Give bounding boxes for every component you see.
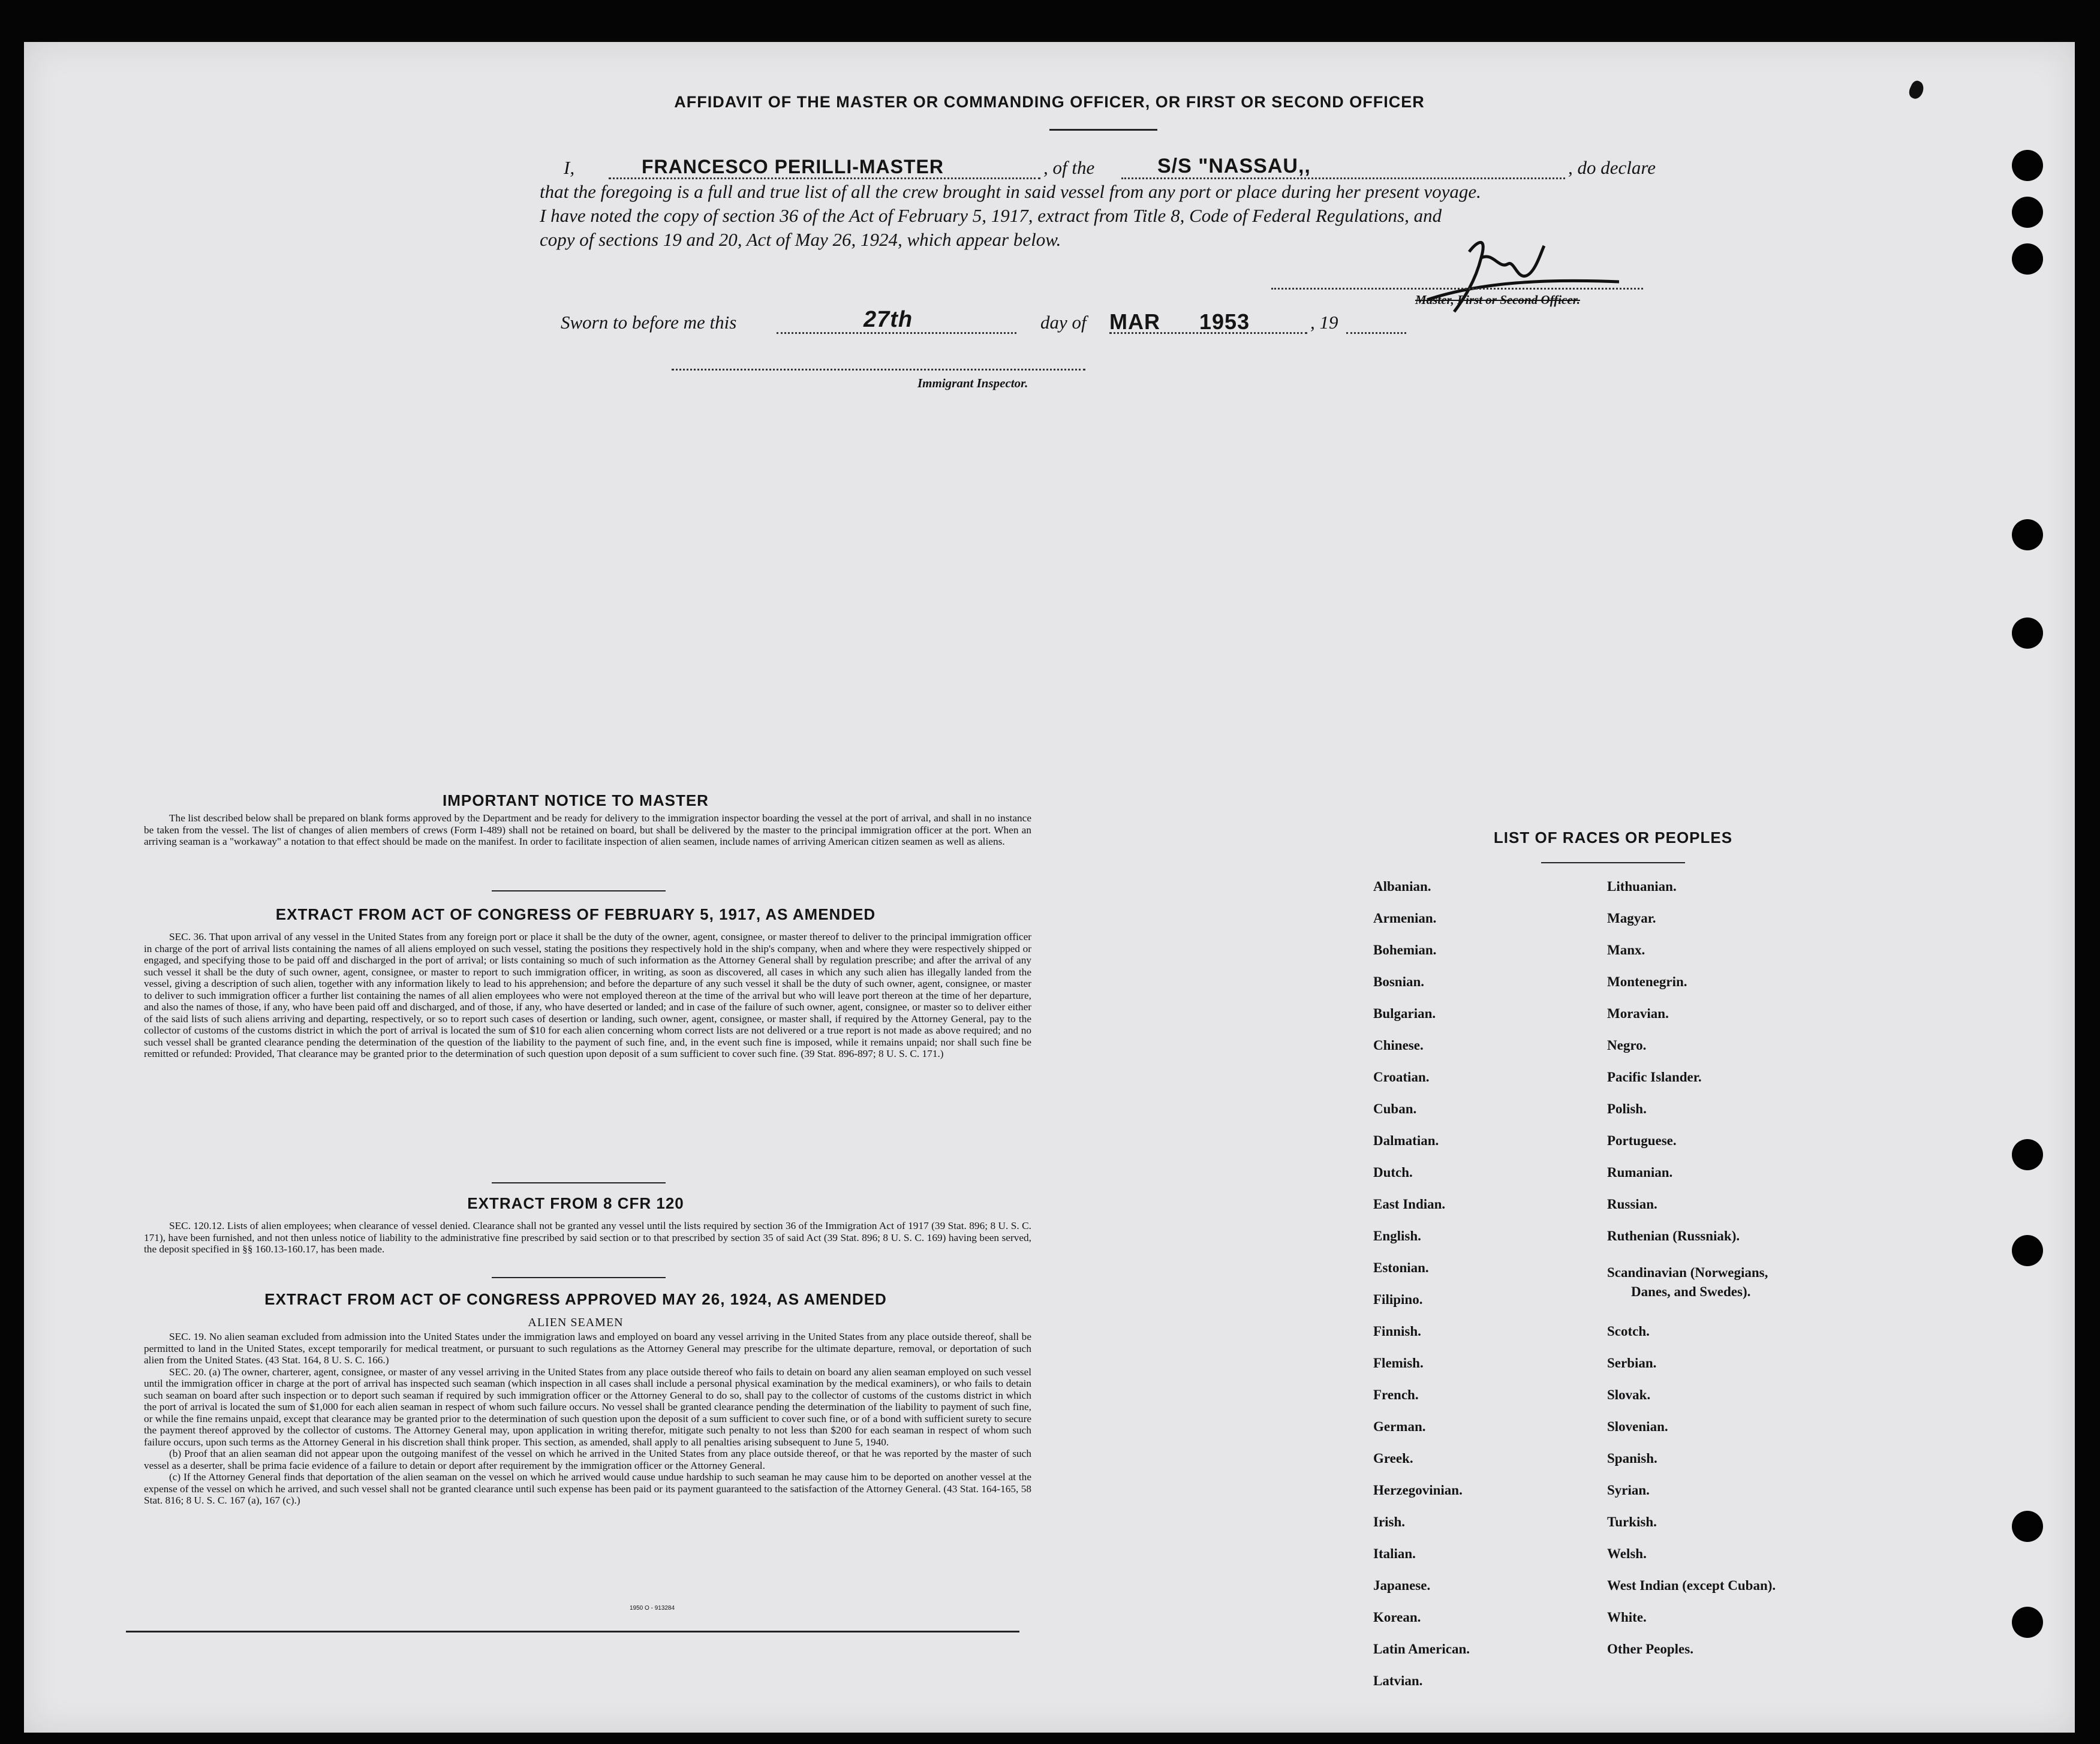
race-right-11: Russian. [1607, 1197, 1657, 1212]
race-left-14: Filipino. [1373, 1292, 1423, 1307]
race-right-23: White. [1607, 1610, 1647, 1625]
title-underline [1049, 129, 1157, 131]
section-20a-text: SEC. 20. (a) The owner, charterer, agent, consignee, or master of any vessel arriving in the United States from any place outside thereof who fails to detain on board any alien seaman employed on such vessel until the immigration officer in charge at the port of arrival has inspected such seaman (which inspection in all cases shall include a personal physical examination by the medical examiners), or who fails to detain such seaman on board after such inspection or to deport such seaman if required by such immigration officer or the Attorney General to do so, shall pay to the collector of customs of the customs district in which the port of arrival is located the sum of $1,000 for each alien seaman in respect of whom such failure occurs. No vessel shall be granted clearance pending the determination of the liability to payment of such fine, or while the fine remains unpaid, except that clearance may be granted prior to the determination of such question upon the deposit of a sum sufficient to cover such fine, or of a bond with sufficient surety to secure the payment thereof approved by the collector of customs. The Attorney General may, upon application in writing therefor, mitigate such penalty to not less than $200 for each seaman in respect of whom such failure occurs, upon such terms as the Attorney General in his discretion shall think proper. This section, as amended, shall apply to all penalties arising subsequent to June 5, 1940. [144, 1366, 1031, 1448]
race-left-22: Italian. [1373, 1546, 1416, 1561]
affidavit-line-3: I have noted the copy of section 36 of the Act of February 5, 1917, extract from Title 8, Code of Federal Regulations, and [540, 205, 1442, 226]
of-the-label: , of the [1043, 157, 1095, 178]
vessel-name-value: S/S "NASSAU,, [1157, 155, 1311, 177]
race-right-17: Slovenian. [1607, 1419, 1668, 1434]
extract-1917-heading: EXTRACT FROM ACT OF CONGRESS OF FEBRUARY 5, 1917, AS AMENDED [275, 905, 876, 923]
race-right-9: Portuguese. [1607, 1133, 1677, 1148]
race-right-13b: Danes, and Swedes). [1631, 1284, 1751, 1299]
race-left-18: German. [1373, 1419, 1426, 1434]
race-left-12: English. [1373, 1228, 1421, 1243]
race-left-19: Greek. [1373, 1451, 1413, 1466]
year-value: 1953 [1199, 309, 1250, 334]
race-left-5: Bulgarian. [1373, 1006, 1436, 1021]
section-36-text: SEC. 36. That upon arrival of any vessel in the United States from any foreign port or place it shall be the duty of the owner, agent, consignee, or master thereof to deliver to the principal immigration officer in charge of the port of arrival lists containing the names of all aliens employed on such vessel, stating the positions they respectively hold in the ship's company, when and where they were respectively shipped or engaged, and specifying those to be paid off and discharged in the port of arrival; or lists containing so much of such information as the Attorney General shall by regulation prescribe; and after the arrival of any such vessel it shall be the duty of such owner, agent, consignee, or master to report to such immigration officer, in writing, as soon as discovered, all cases in which any such alien has illegally landed from the vessel, giving a description of such alien, together with any information likely to lead to his apprehension; and before the departure of any such vessel it shall be the duty of such owner, agent, consignee, or master to deliver to such immigration officer a further list containing the names of all alien employees who were not employed thereon at the time of the arrival but who will leave port thereon at the time of her departure, and also the names of those, if any, who have been paid off and discharged, and of those, if any, who have deserted or landed; and in case of the failure of such owner, agent, consignee, or master so to deliver either of the said lists of such aliens arriving and departing, respectively, or so to report such cases of desertion or landing, such owner, agent, consignee, or master shall, if required by the Attorney General, pay to the collector of customs of the customs district in which the port of arrival is located the sum of $10 for each alien concerning whom correct lists are not delivered or a true report is not made as above required; and no such vessel shall be granted clearance pending the determination of the question of the liability to the payment of such fine, and, in the event such fine is imposed, while it remains unpaid; nor shall such fine be remitted or refunded: Provided, That clearance may be granted prior to the determination of such question upon deposit of a sum sufficient to cover such fine. (39 Stat. 896-897; 8 U. S. C. 171.) [144, 931, 1031, 1059]
race-left-10: Dutch. [1373, 1165, 1413, 1180]
race-left-8: Cuban. [1373, 1101, 1417, 1116]
signature-line [1271, 288, 1643, 290]
punch-hole-icon [2012, 1139, 2043, 1170]
section-120-12-text: SEC. 120.12. Lists of alien employees; when clearance of vessel denied. Clearance shall not be granted any vessel until the lists required by section 36 of the Immigration Act of 1917 (39 Stat. 896; 8 U. S. C. 171), have been furnished, and not then unless notice of liability to the administrative fine prescribed by said section or to that prescribed by section 35 of said Act (39 Stat. 896; 8 U. S. C. 169) having been served, the deposit specified in §§ 160.13-160.17, has been made. [144, 1220, 1031, 1255]
race-right-20: Turkish. [1607, 1514, 1657, 1529]
notice-text-block [144, 812, 1031, 848]
race-right-24: Other Peoples. [1607, 1641, 1693, 1656]
punch-hole-icon [2012, 1607, 2043, 1638]
race-left-20: Herzegovinian. [1373, 1483, 1463, 1498]
inspector-signature-line [672, 369, 1085, 371]
divider-3 [492, 1277, 666, 1278]
race-left-21: Irish. [1373, 1514, 1406, 1529]
document-page [24, 42, 2075, 1733]
race-left-11: East Indian. [1373, 1197, 1446, 1212]
do-declare-label: , do declare [1568, 157, 1656, 178]
race-right-7: Pacific Islander. [1607, 1070, 1702, 1085]
race-right-4: Montenegrin. [1607, 974, 1687, 989]
affidavit-title: AFFIDAVIT OF THE MASTER OR COMMANDING OFFICER, OR FIRST OR SECOND OFFICER [674, 93, 1425, 111]
race-right-3: Manx. [1607, 942, 1645, 957]
punch-hole-icon [2012, 243, 2043, 275]
race-left-25: Latin American. [1373, 1641, 1470, 1656]
race-right-6: Negro. [1607, 1038, 1647, 1053]
race-left-1: Albanian. [1373, 879, 1431, 894]
extract-1917-block [144, 931, 1031, 1060]
race-left-7: Croatian. [1373, 1070, 1430, 1085]
race-left-24: Korean. [1373, 1610, 1421, 1625]
sworn-label: Sworn to before me this [561, 312, 737, 333]
punch-hole-icon [2012, 1511, 2043, 1542]
race-right-16: Slovak. [1607, 1387, 1651, 1402]
day-of-label: day of [1040, 312, 1087, 333]
race-left-9: Dalmatian. [1373, 1133, 1439, 1148]
race-left-3: Bohemian. [1373, 942, 1437, 957]
race-left-16: Flemish. [1373, 1356, 1424, 1370]
race-right-21: Welsh. [1607, 1546, 1647, 1561]
inspector-caption: Immigrant Inspector. [917, 376, 1028, 390]
race-left-13: Estonian. [1373, 1260, 1429, 1275]
punch-hole-icon [2012, 519, 2043, 550]
notice-heading: IMPORTANT NOTICE TO MASTER [443, 791, 709, 809]
race-right-2: Magyar. [1607, 911, 1656, 926]
race-right-12: Ruthenian (Russniak). [1607, 1228, 1740, 1243]
race-right-14: Scotch. [1607, 1324, 1650, 1339]
extract-cfr-block [144, 1220, 1031, 1255]
nineteen-label: , 19 [1310, 312, 1338, 333]
divider-2 [492, 1182, 666, 1183]
race-right-10: Rumanian. [1607, 1165, 1673, 1180]
section-19-text: SEC. 19. No alien seaman excluded from admission into the United States under the immigration laws and employed on board any vessel arriving in the United States from any place outside thereof, shall be permitted to land in the United States, except temporarily for medical treatment, or pursuant to such regulations as the Attorney General may prescribe for the ultimate departure, removal, or deportation of such alien from the United States. (43 Stat. 164, 8 U. S. C. 166.) [144, 1331, 1031, 1366]
print-code: 1950 O - 913284 [630, 1605, 675, 1612]
race-right-18: Spanish. [1607, 1451, 1657, 1466]
punch-hole-icon [2012, 197, 2043, 228]
section-20b-text: (b) Proof that an alien seaman did not appear upon the outgoing manifest of the vessel on which he arrived in the United States from any place outside thereof, or that he was reported by the master of such vessel as a deserter, shall be prima facie evidence of a failure to detain or deport after requirement by the immigration officer or the Attorney General. [144, 1448, 1031, 1471]
race-left-15: Finnish. [1373, 1324, 1421, 1339]
races-heading: LIST OF RACES OR PEOPLES [1493, 829, 1733, 847]
race-right-5: Moravian. [1607, 1006, 1669, 1021]
punch-hole-icon [2012, 618, 2043, 649]
races-underline [1541, 862, 1685, 863]
extract-1924-heading: EXTRACT FROM ACT OF CONGRESS APPROVED MAY 26, 1924, AS AMENDED [264, 1290, 887, 1308]
punch-hole-icon [2012, 1235, 2043, 1266]
race-right-1: Lithuanian. [1607, 879, 1677, 894]
day-value: 27th [864, 307, 913, 332]
affidavit-line-4: copy of sections 19 and 20, Act of May 26, 1924, which appear below. [540, 229, 1061, 250]
race-right-13: Scandinavian (Norwegians, [1607, 1265, 1768, 1280]
race-right-22: West Indian (except Cuban). [1607, 1578, 1776, 1593]
signature-caption: Master, First or Second Officer. [1415, 293, 1580, 307]
race-right-8: Polish. [1607, 1101, 1647, 1116]
race-left-23: Japanese. [1373, 1578, 1431, 1593]
i-label: I, [564, 157, 575, 178]
section-20c-text: (c) If the Attorney General finds that deportation of the alien seaman on the vessel on which he arrived would cause undue hardship to such seaman he may cause him to be deported on another vessel at the expense of the vessel on which he arrived, and such vessel shall not be granted clearance until such expense has been paid or its payment guaranteed to the satisfaction of the Attorney General. (43 Stat. 164-165, 58 Stat. 816; 8 U. S. C. 167 (a), 167 (c).) [144, 1471, 1031, 1506]
divider-1 [492, 890, 666, 891]
extract-1924-block [144, 1331, 1031, 1507]
race-left-2: Armenian. [1373, 911, 1437, 926]
extract-cfr-heading: EXTRACT FROM 8 CFR 120 [467, 1194, 684, 1212]
century-field-line [1346, 311, 1406, 334]
bottom-rule [126, 1631, 1019, 1632]
race-left-4: Bosnian. [1373, 974, 1425, 989]
master-name-value: FRANCESCO PERILLI-MASTER [642, 156, 944, 177]
race-left-26: Latvian. [1373, 1673, 1423, 1688]
race-left-17: French. [1373, 1387, 1419, 1402]
notice-text: The list described below shall be prepared on blank forms approved by the Department and be ready for delivery to the immigration inspector boarding the vessel at the port of arrival, and shall in no instance be taken from the vessel. The list of changes of alien members of crews (Form I-489) shall not be retained on board, but shall be delivered by the master to the principal immigration officer at the port. When an arriving seaman is a "workaway" a notation to that effect should be made on the manifest. In order to facilitate inspection of alien seamen, include names of arriving American citizen seamen as well as aliens. [144, 812, 1031, 847]
affidavit-line-2: that the foregoing is a full and true list of all the crew brought in said vessel from any port or place during her present voyage. [540, 181, 1481, 202]
punch-hole-icon [2012, 150, 2043, 181]
month-value: MAR [1109, 309, 1160, 334]
race-right-19: Syrian. [1607, 1483, 1650, 1498]
alien-seamen-subheading: ALIEN SEAMEN [528, 1316, 624, 1329]
race-left-6: Chinese. [1373, 1038, 1424, 1053]
race-right-15: Serbian. [1607, 1356, 1657, 1370]
